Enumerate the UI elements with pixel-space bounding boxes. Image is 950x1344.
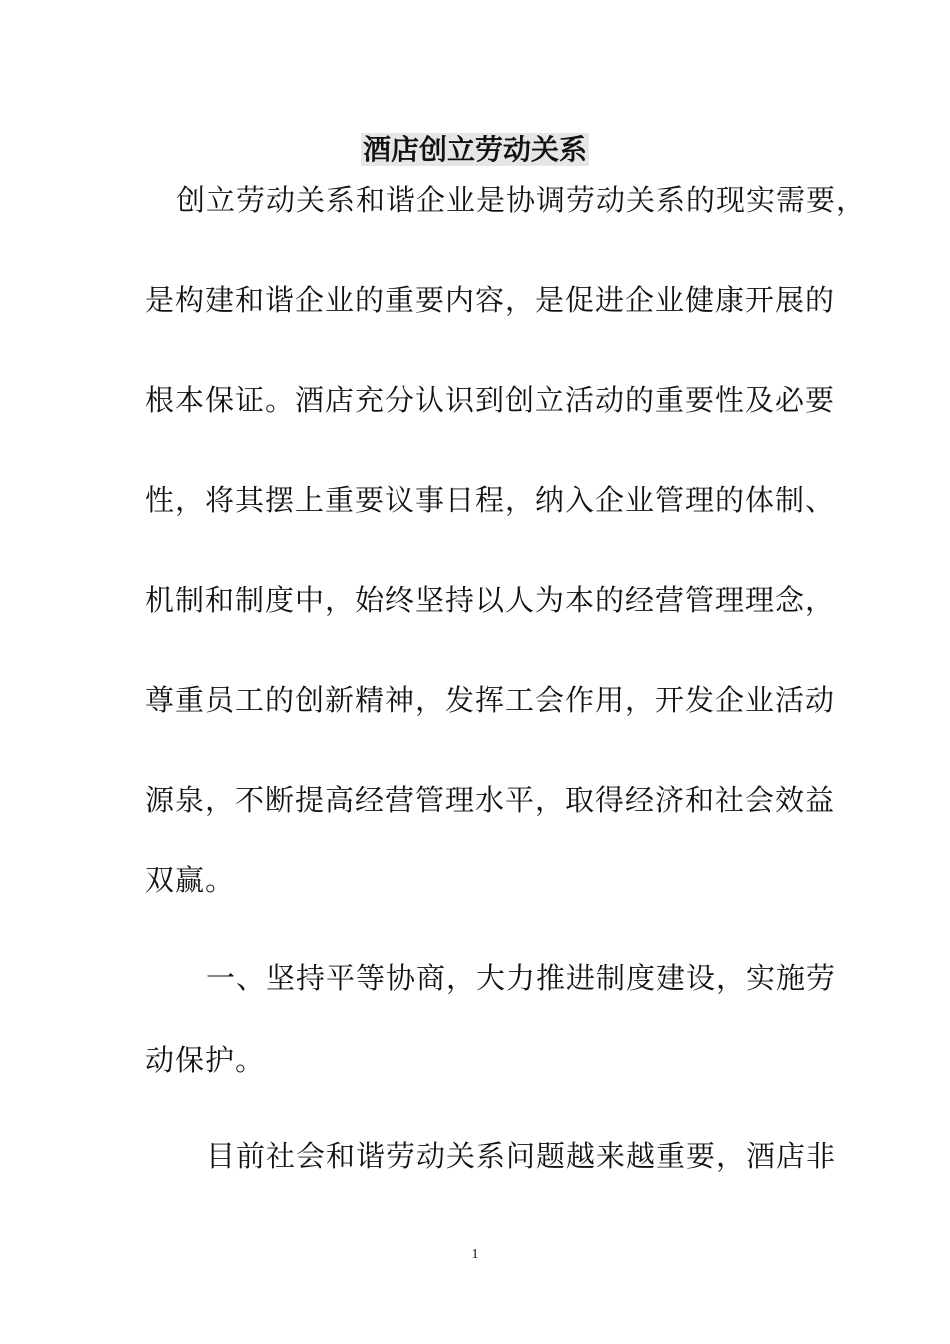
title-text: 酒店创立劳动关系	[362, 133, 587, 166]
paragraph-line: 目前社会和谐劳动关系问题越来越重要，酒店非	[206, 1139, 837, 1173]
document-title	[0, 128, 950, 172]
page-number: 1	[471, 1247, 479, 1262]
section-heading-line: 一、坚持平等协商，大力推进制度建设，实施劳	[206, 961, 837, 995]
section-heading-line: 动保护。	[145, 1043, 266, 1077]
paragraph-line: 双赢。	[145, 863, 236, 897]
paragraph-line: 是构建和谐企业的重要内容，是促进企业健康开展的	[145, 283, 836, 317]
paragraph-line: 尊重员工的创新精神，发挥工会作用，开发企业活动	[145, 683, 836, 717]
paragraph-line: 源泉，不断提高经营管理水平，取得经济和社会效益	[145, 783, 836, 817]
paragraph-line: 机制和制度中，始终坚持以人为本的经营管理理念，	[145, 583, 836, 617]
paragraph-line: 根本保证。酒店充分认识到创立活动的重要性及必要	[145, 383, 836, 417]
paragraph-line: 创立劳动关系和谐企业是协调劳动关系的现实需要，	[176, 183, 867, 217]
paragraph-line: 性，将其摆上重要议事日程，纳入企业管理的体制、	[145, 483, 836, 517]
